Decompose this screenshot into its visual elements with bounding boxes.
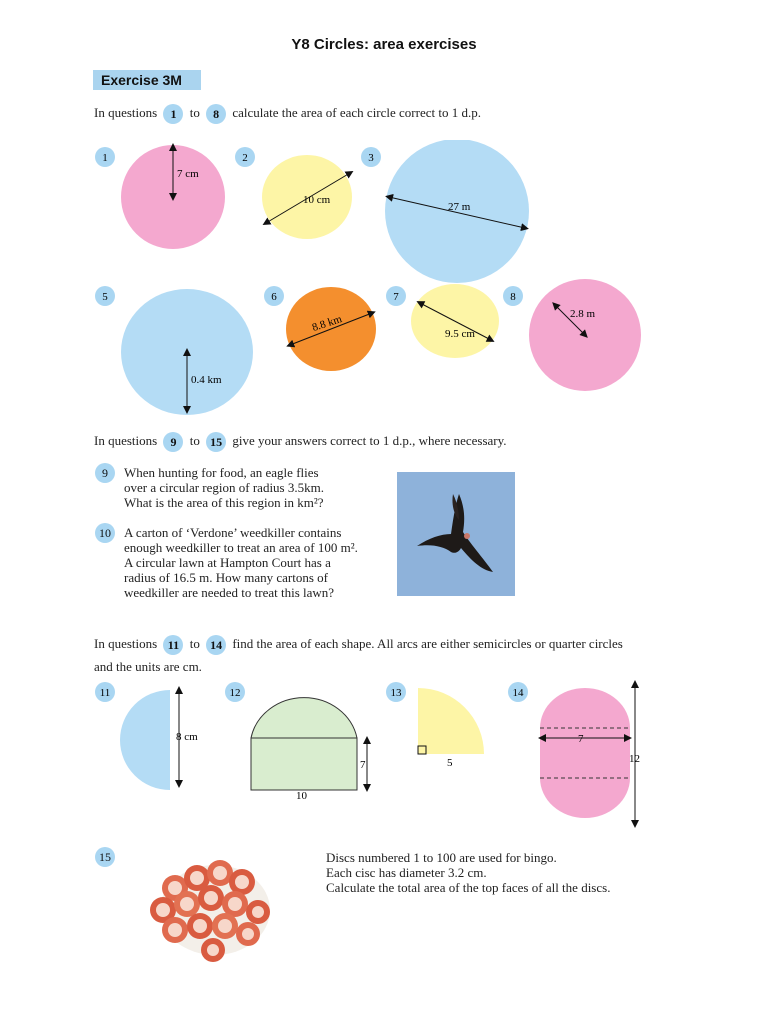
circle-label: 8.8 km [310, 313, 344, 335]
circle-q6 [264, 286, 376, 371]
instruction-to: to [189, 635, 200, 651]
instruction-suffix: find the area of each shape. All arcs are either semicircles or quarter circles [232, 635, 623, 651]
instruction-suffix: calculate the area of each circle correct to 1 d.p. [232, 104, 481, 120]
bingo-discs-photo [145, 848, 275, 968]
shape-q12 [225, 682, 367, 802]
question-15-text [326, 850, 656, 895]
shape-label: 7 [360, 759, 366, 771]
instruction-prefix: In questions [94, 432, 158, 448]
circle-q1 [95, 145, 225, 249]
question-10-text [124, 525, 394, 600]
text-line: A carton of ‘Verdone’ weedkiller contains [124, 525, 342, 540]
page-title: Y8 Circles: area exercises [291, 36, 477, 53]
question-number-badge: 9 [95, 463, 115, 483]
question-number-badge: 1 [163, 104, 183, 124]
instruction-to: to [189, 104, 200, 120]
instruction-q1-8 [94, 104, 481, 124]
circle-q8 [503, 279, 641, 391]
text-line: enough weedkiller to treat an area of 100 m². [124, 540, 358, 555]
shape-label: 8 cm [176, 731, 198, 743]
question-number-badge: 11 [163, 635, 183, 655]
circle-q3 [361, 140, 529, 283]
circle-q2 [235, 147, 352, 239]
instruction-to: to [189, 432, 200, 448]
circle-number: 1 [102, 152, 108, 164]
shape-number: 14 [512, 687, 524, 699]
text-line: Calculate the total area of the top faces of all the discs. [326, 880, 611, 895]
circles-diagram [85, 140, 685, 430]
circle-number: 8 [510, 291, 516, 303]
text-line: What is the area of this region in km²? [124, 495, 324, 510]
instruction-q9-15 [94, 432, 507, 452]
circle-label: 2.8 m [570, 308, 596, 320]
circle-label: 0.4 km [191, 374, 222, 386]
instruction-q11-14-line2: and the units are cm. [94, 659, 202, 674]
question-number-badge: 14 [206, 635, 226, 655]
circle-number: 7 [393, 291, 399, 303]
shapes-diagram [85, 680, 665, 830]
shape-label: 12 [629, 753, 640, 765]
text-line: over a circular region of radius 3.5km. [124, 480, 324, 495]
circle-label: 7 cm [177, 168, 199, 180]
text-line: A circular lawn at Hampton Court has a [124, 555, 331, 570]
circle-number: 3 [368, 152, 374, 164]
shape-q13 [386, 682, 484, 769]
eagle-photo [397, 472, 515, 596]
text-line: When hunting for food, an eagle flies [124, 465, 319, 480]
circle-number: 2 [242, 152, 248, 164]
circle-q5 [95, 286, 253, 415]
instruction-prefix: In questions [94, 635, 158, 651]
bingo-disc-icon [150, 860, 270, 962]
shape-label: 7 [578, 733, 584, 745]
text-line: Discs numbered 1 to 100 are used for bingo. [326, 850, 557, 865]
text-line: radius of 16.5 m. How many cartons of [124, 570, 328, 585]
eagle-icon [397, 472, 515, 596]
text-line: weedkiller are needed to treat this lawn? [124, 585, 335, 600]
shape-number: 12 [229, 687, 241, 699]
question-9-text [124, 465, 394, 510]
text-line: Each cisc has diameter 3.2 cm. [326, 865, 487, 880]
semicircle-shape [120, 690, 170, 790]
shape-q11 [95, 682, 198, 790]
instruction-suffix: give your answers correct to 1 d.p., where necessary. [232, 432, 507, 448]
instruction-q11-14 [94, 635, 694, 655]
shape-number: 11 [99, 687, 111, 699]
instruction-prefix: In questions [94, 104, 158, 120]
question-number-badge: 8 [206, 104, 226, 124]
circle-label: 27 m [448, 201, 471, 213]
question-number-badge: 10 [95, 523, 115, 543]
shape-label: 5 [447, 757, 453, 769]
shape-number: 13 [390, 687, 402, 699]
question-number-badge: 15 [206, 432, 226, 452]
circle-label: 10 cm [303, 194, 331, 206]
circle-number: 6 [271, 291, 277, 303]
shape-label: 10 [296, 790, 307, 802]
circle-number: 5 [102, 291, 108, 303]
circle-label: 9.5 cm [445, 328, 475, 340]
shape-q14 [508, 682, 640, 824]
question-number-badge: 15 [95, 847, 115, 867]
question-number-badge: 9 [163, 432, 183, 452]
circle-q7 [386, 284, 499, 358]
exercise-badge: Exercise 3M [93, 70, 201, 90]
